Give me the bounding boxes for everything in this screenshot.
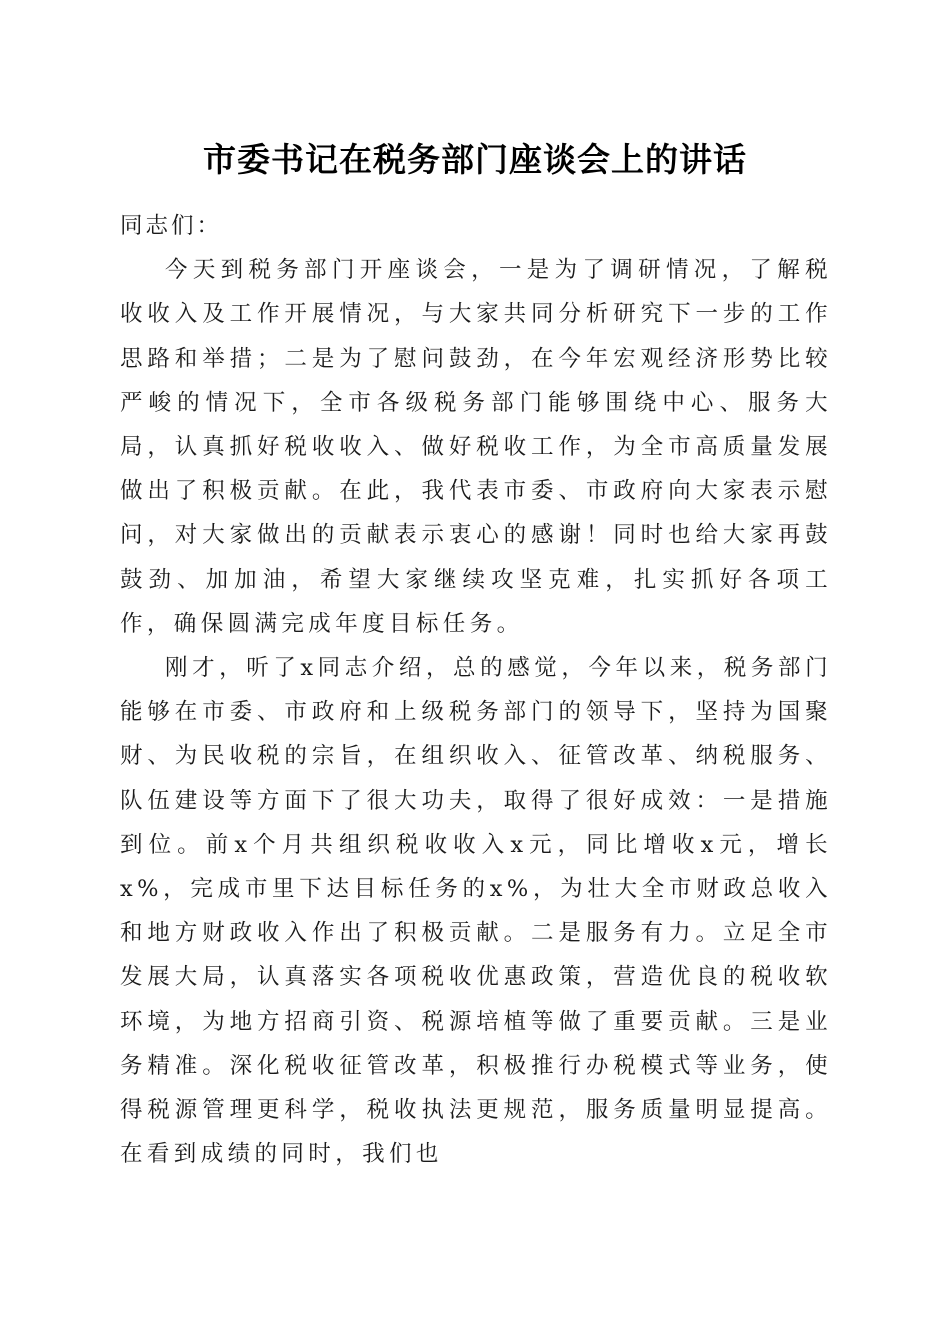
document-body (120, 204, 832, 1176)
paragraph-2: 刚才，听了x同志介绍，总的感觉，今年以来，税务部门能够在市委、市政府和上级税务部门的领导下，坚持为国聚财、为民收税的宗旨，在组织收入、征管改革、纳税服务、队伍建设等方面下了很大功夫，取得了很好成效：一是措施到位。前x个月共组织税收收入x元，同比增收x元，增长x%，完成市里下达目标任务的x%，为壮大全市财政总收入和地方财政收入作出了积极贡献。二是服务有力。立足全市发展大局，认真落实各项税收优惠政策，营造优良的税收软环境，为地方招商引资、税源培植等做了重要贡献。三是业务精准。深化税收征管改革，积极推行办税模式等业务，使得税源管理更科学，税收执法更规范，服务质量明显提高。在看到成绩的同时，我们也 (120, 655, 832, 1168)
document-title: 市委书记在税务部门座谈会上的讲话 (203, 140, 747, 179)
salutation: 同志们： (120, 213, 223, 239)
paragraph-1: 今天到税务部门开座谈会，一是为了调研情况，了解税收收入及工作开展情况，与大家共同分析研究下一步的工作思路和举措；二是为了慰问鼓劲，在今年宏观经济形势比较严峻的情况下，全市各级税务部门能够围绕中心、服务大局，认真抓好税收收入、做好税收工作，为全市高质量发展做出了积极贡献。在此，我代表市委、市政府向大家表示慰问，对大家做出的贡献表示衷心的感谢！同时也给大家再鼓鼓劲、加加油，希望大家继续攻坚克难，扎实抓好各项工作，确保圆满完成年度目标任务。 (120, 257, 832, 637)
